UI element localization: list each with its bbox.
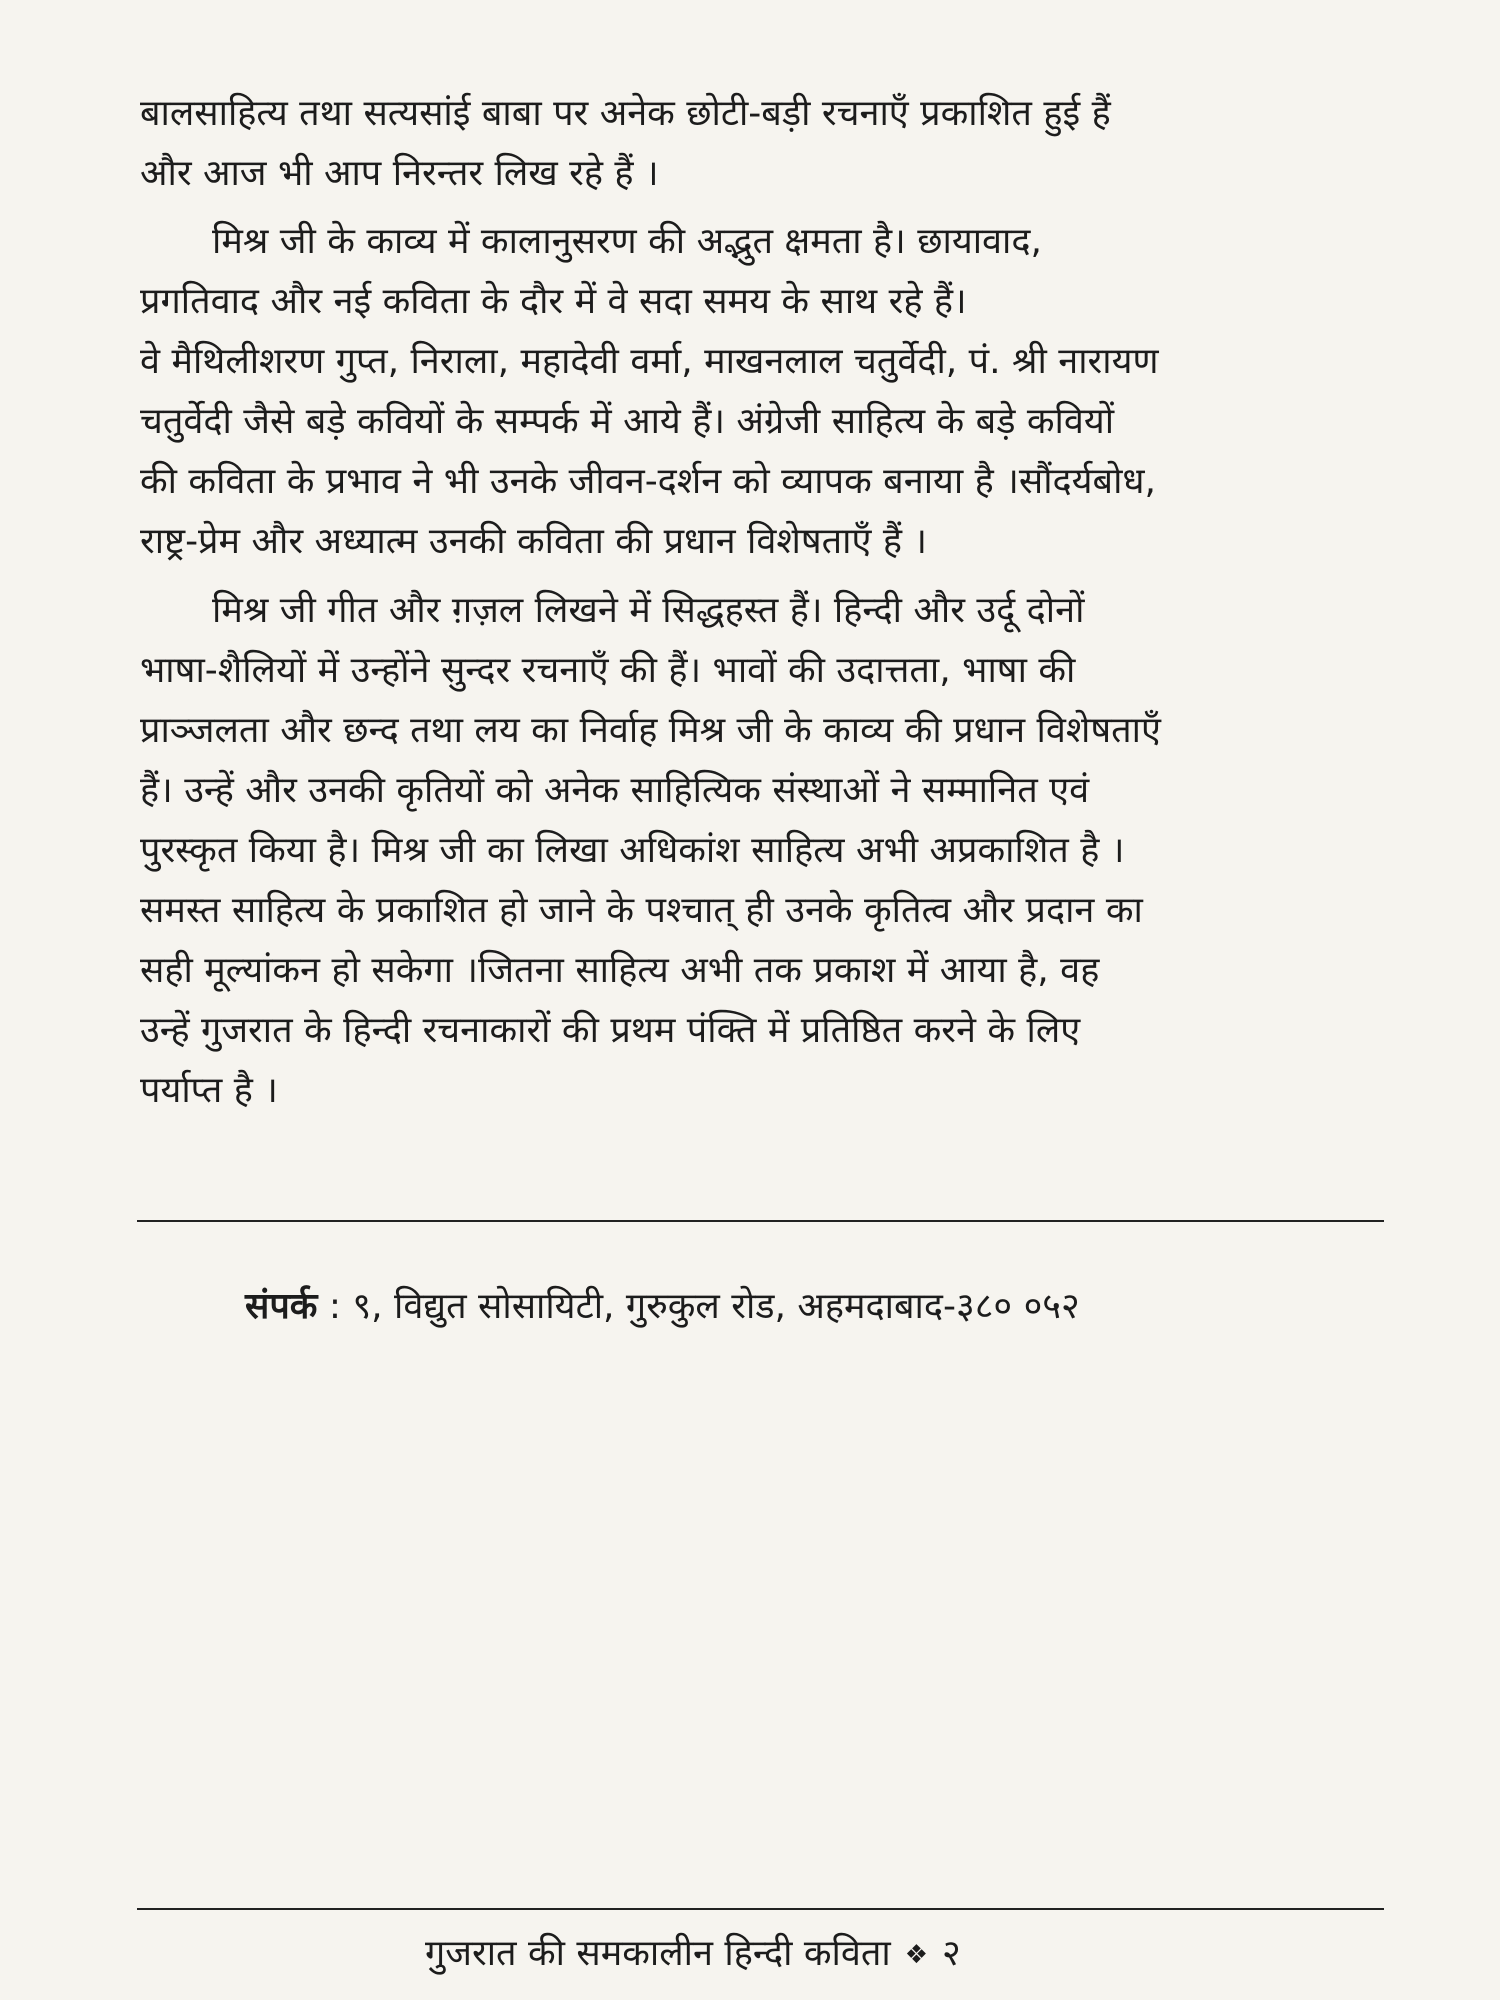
paragraph-2-line-6: राष्ट्र-प्रेम और अध्यात्म उनकी कविता की प्रधान विशेषताएँ हैं ।: [140, 521, 928, 562]
paragraph-3-line-2: भाषा-शैलियों में उन्होंने सुन्दर रचनाएँ की हैं। भावों की उदात्तता, भाषा की: [140, 650, 1076, 691]
paragraph-2-line-2: प्रगतिवाद और नई कविता के दौर में वे सदा समय के साथ रहे हैं।: [140, 281, 967, 322]
page-number: २: [942, 1933, 961, 1974]
contact-separator: :: [317, 1286, 353, 1327]
paragraph-3-line-5: पुरस्कृत किया है। मिश्र जी का लिखा अधिकांश साहित्य अभी अप्रकाशित है ।: [140, 830, 1125, 871]
paragraph-1-line-2: और आज भी आप निरन्तर लिख रहे हैं ।: [140, 153, 659, 194]
contact-address: ९, विद्युत सोसायिटी, गुरुकुल रोड, अहमदाबाद-३८० ०५२: [352, 1286, 1080, 1327]
paragraph-2-line-4: चतुर्वेदी जैसे बड़े कवियों के सम्पर्क में आये हैं। अंग्रेजी साहित्य के बड़े कवियों: [140, 401, 1115, 442]
paragraph-3-line-7: सही मूल्यांकन हो सकेगा ।जितना साहित्य अभी तक प्रकाश में आया है, वह: [140, 950, 1100, 991]
paragraph-3-line-8: उन्हें गुजरात के हिन्दी रचनाकारों की प्रथम पंक्ति में प्रतिष्ठित करने के लिए: [140, 1010, 1081, 1051]
paragraph-2-line-5: की कविता के प्रभाव ने भी उनके जीवन-दर्शन को व्यापक बनाया है ।सौंदर्यबोध,: [140, 461, 1156, 502]
contact-line: [245, 1277, 1080, 1337]
paragraph-3-line-9: पर्याप्त है ।: [140, 1070, 278, 1111]
paragraph-2-line-1: मिश्र जी के काव्य में कालानुसरण की अद्भुत क्षमता है। छायावाद,: [212, 221, 1042, 262]
paragraph-3-line-4: हैं। उन्हें और उनकी कृतियों को अनेक साहित्यिक संस्थाओं ने सम्मानित एवं: [140, 770, 1090, 811]
page-footer: [425, 1924, 961, 1984]
paragraph-1-line-1: बालसाहित्य तथा सत्यसांई बाबा पर अनेक छोटी-बड़ी रचनाएँ प्रकाशित हुई हैं: [140, 93, 1111, 134]
paragraph-3-line-6: समस्त साहित्य के प्रकाशित हो जाने के पश्चात् ही उनके कृतित्व और प्रदान का: [140, 890, 1143, 931]
footer-divider: [137, 1908, 1384, 1910]
footer-title: गुजरात की समकालीन हिन्दी कविता: [425, 1933, 891, 1974]
contact-divider: [137, 1220, 1384, 1222]
paragraph-3-line-1: मिश्र जी गीत और ग़ज़ल लिखने में सिद्धहस्त हैं। हिन्दी और उर्दू दोनों: [212, 590, 1085, 631]
contact-label: संपर्क: [245, 1286, 318, 1327]
paragraph-2-line-3: वे मैथिलीशरण गुप्त, निराला, महादेवी वर्मा, माखनलाल चतुर्वेदी, पं. श्री नारायण: [140, 341, 1159, 382]
paragraph-3-line-3: प्राञ्जलता और छन्द तथा लय का निर्वाह मिश्र जी के काव्य की प्रधान विशेषताएँ: [140, 710, 1161, 751]
ornament-icon: ❖: [904, 1940, 928, 1970]
